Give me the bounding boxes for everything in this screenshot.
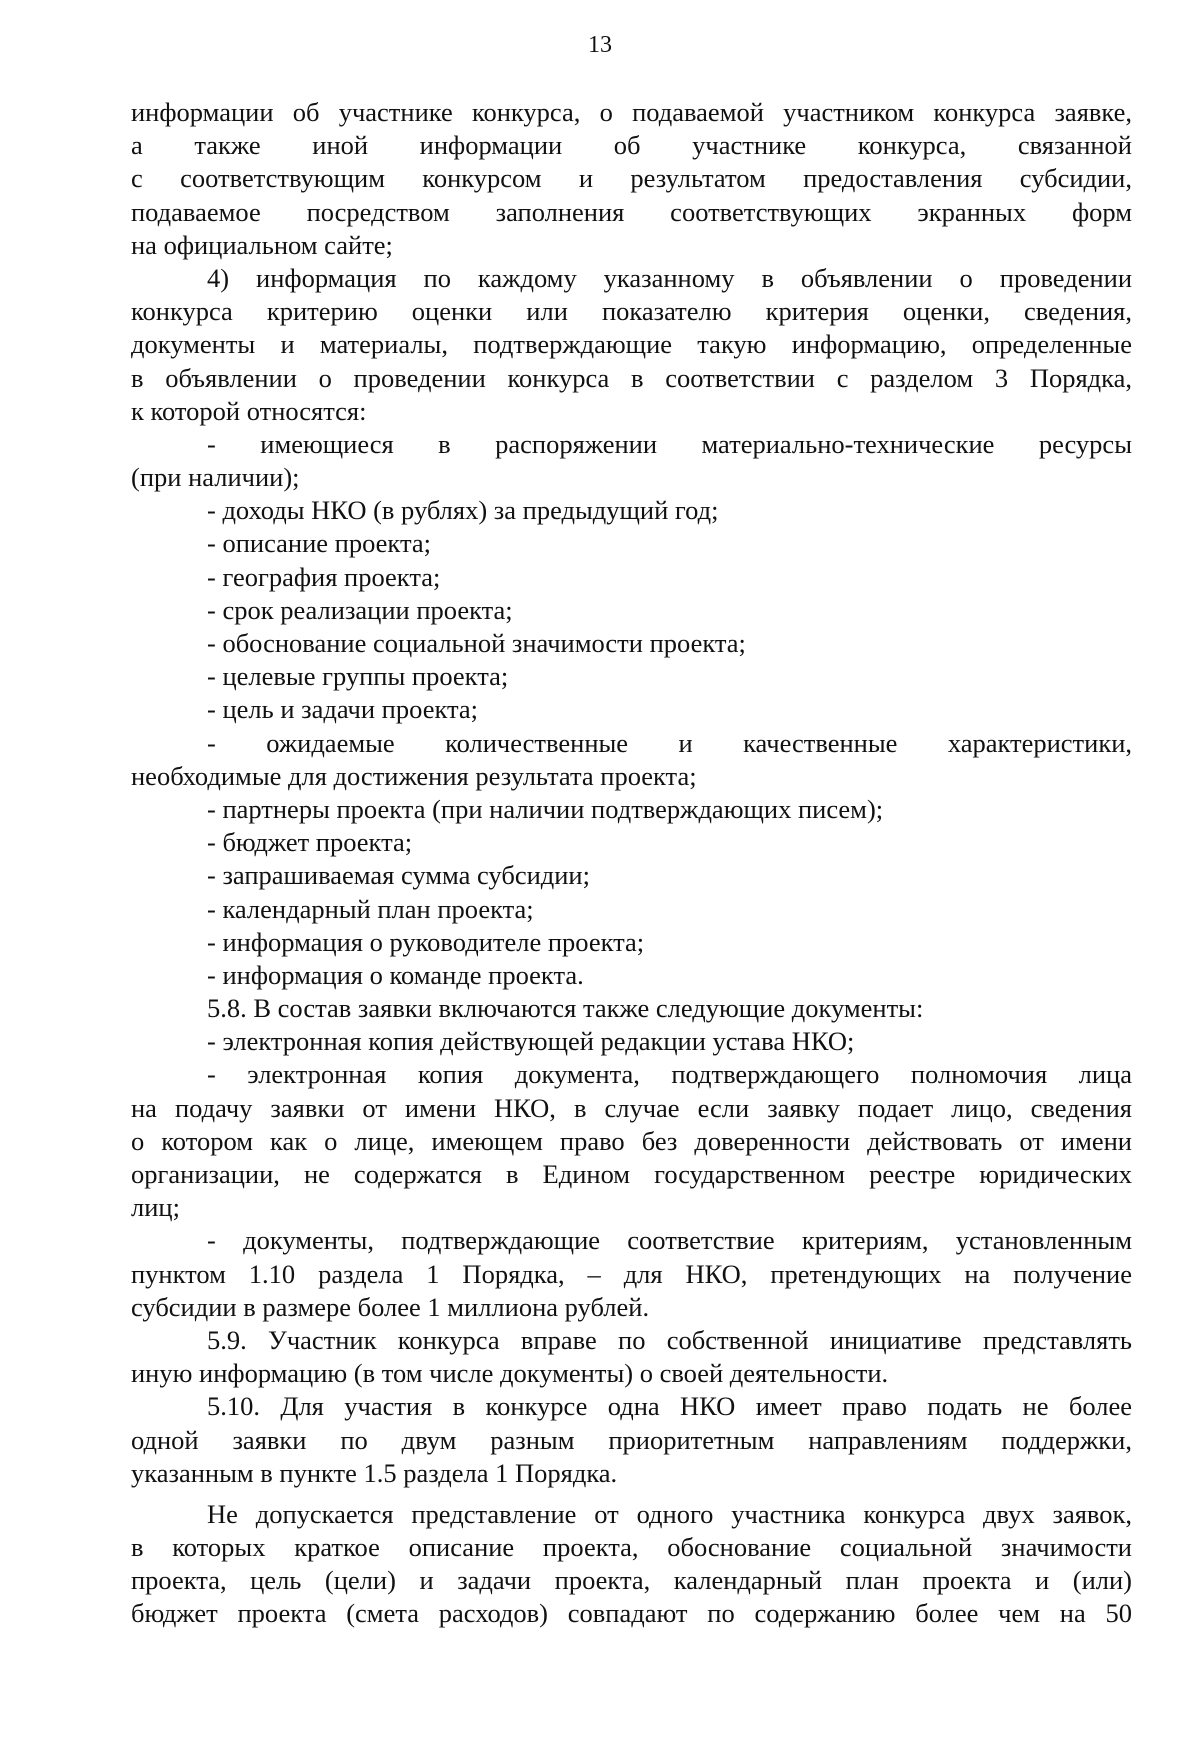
text-line: документы и материалы, подтверждающие такую информацию, определенные (131, 329, 1132, 360)
text-line: - география проекта; (207, 561, 441, 592)
text-line: бюджет проекта (смета расходов) совпадают по содержанию более чем на 50 (131, 1598, 1132, 1629)
text-line: 5.9. Участник конкурса вправе по собственной инициативе представлять (207, 1324, 1132, 1355)
text-line: - описание проекта; (207, 528, 431, 559)
text-line: - календарный план проекта; (207, 893, 534, 924)
text-line: - имеющиеся в распоряжении материально-технические ресурсы (207, 428, 1132, 459)
text-line: на официальном сайте; (131, 229, 393, 260)
text-line: подаваемое посредством заполнения соответствующих экранных форм (131, 196, 1132, 227)
text-line: необходимые для достижения результата проекта; (131, 760, 697, 791)
text-line: проекта, цель (цели) и задачи проекта, календарный план проекта и (или) (131, 1565, 1132, 1596)
text-line: пунктом 1.10 раздела 1 Порядка, – для НКО, претендующих на получение (131, 1258, 1132, 1289)
text-line: информации об участнике конкурса, о подаваемой участником конкурса заявке, (131, 97, 1132, 127)
text-line: к которой относятся: (131, 395, 367, 426)
text-line: с соответствующим конкурсом и результатом предоставления субсидии, (131, 163, 1132, 194)
text-line: - партнеры проекта (при наличии подтверждающих писем); (207, 793, 884, 824)
paragraph-gap (131, 1490, 1132, 1498)
text-line: - электронная копия документа, подтверждающего полномочия лица (207, 1059, 1132, 1090)
text-line: - бюджет проекта; (207, 827, 413, 858)
text-line: - электронная копия действующей редакции устава НКО; (207, 1026, 855, 1057)
text-line: - запрашиваемая сумма субсидии; (207, 860, 590, 891)
text-line: - доходы НКО (в рублях) за предыдущий год; (207, 495, 719, 526)
document-body (131, 96, 1132, 1631)
text-line: организации, не содержатся в Едином государственном реестре юридических (131, 1159, 1132, 1189)
text-line: в объявлении о проведении конкурса в соответствии с разделом 3 Порядка, (131, 362, 1132, 393)
text-line: о котором как о лице, имеющем право без доверенности действовать от имени (131, 1125, 1132, 1156)
text-line: в которых краткое описание проекта, обоснование социальной значимости (131, 1532, 1132, 1563)
text-line: - ожидаемые количественные и качественные характеристики, (207, 727, 1132, 758)
text-line: 4) информация по каждому указанному в объявлении о проведении (207, 262, 1132, 293)
text-line: иную информацию (в том числе документы) о своей деятельности. (131, 1358, 889, 1389)
text-line: лиц; (131, 1192, 180, 1223)
text-line: - информация о руководителе проекта; (207, 926, 645, 957)
text-line: - цель и задачи проекта; (207, 694, 479, 725)
text-line: (при наличии); (131, 462, 300, 493)
text-line: на подачу заявки от имени НКО, в случае если заявку подает лицо, сведения (131, 1092, 1132, 1123)
text-line: - целевые группы проекта; (207, 661, 509, 692)
page-number: 13 (588, 32, 612, 58)
text-line: 5.8. В состав заявки включаются также следующие документы: (207, 993, 924, 1024)
text-line: - срок реализации проекта; (207, 594, 513, 625)
text-line: а также иной информации об участнике конкурса, связанной (131, 130, 1132, 161)
text-line: - информация о команде проекта. (207, 959, 584, 990)
text-line: Не допускается представление от одного участника конкурса двух заявок, (207, 1498, 1132, 1529)
text-line: - обоснование социальной значимости проекта; (207, 628, 746, 658)
text-line: - документы, подтверждающие соответствие критериям, установленным (207, 1225, 1132, 1256)
text-line: конкурса критерию оценки или показателю критерия оценки, сведения, (131, 296, 1132, 327)
text-line: 5.10. Для участия в конкурсе одна НКО имеет право подать не более (207, 1391, 1132, 1422)
text-line: одной заявки по двум разным приоритетным направлениям поддержки, (131, 1424, 1132, 1455)
text-line: указанным в пункте 1.5 раздела 1 Порядка. (131, 1457, 618, 1488)
text-line: субсидии в размере более 1 миллиона рублей. (131, 1291, 650, 1322)
